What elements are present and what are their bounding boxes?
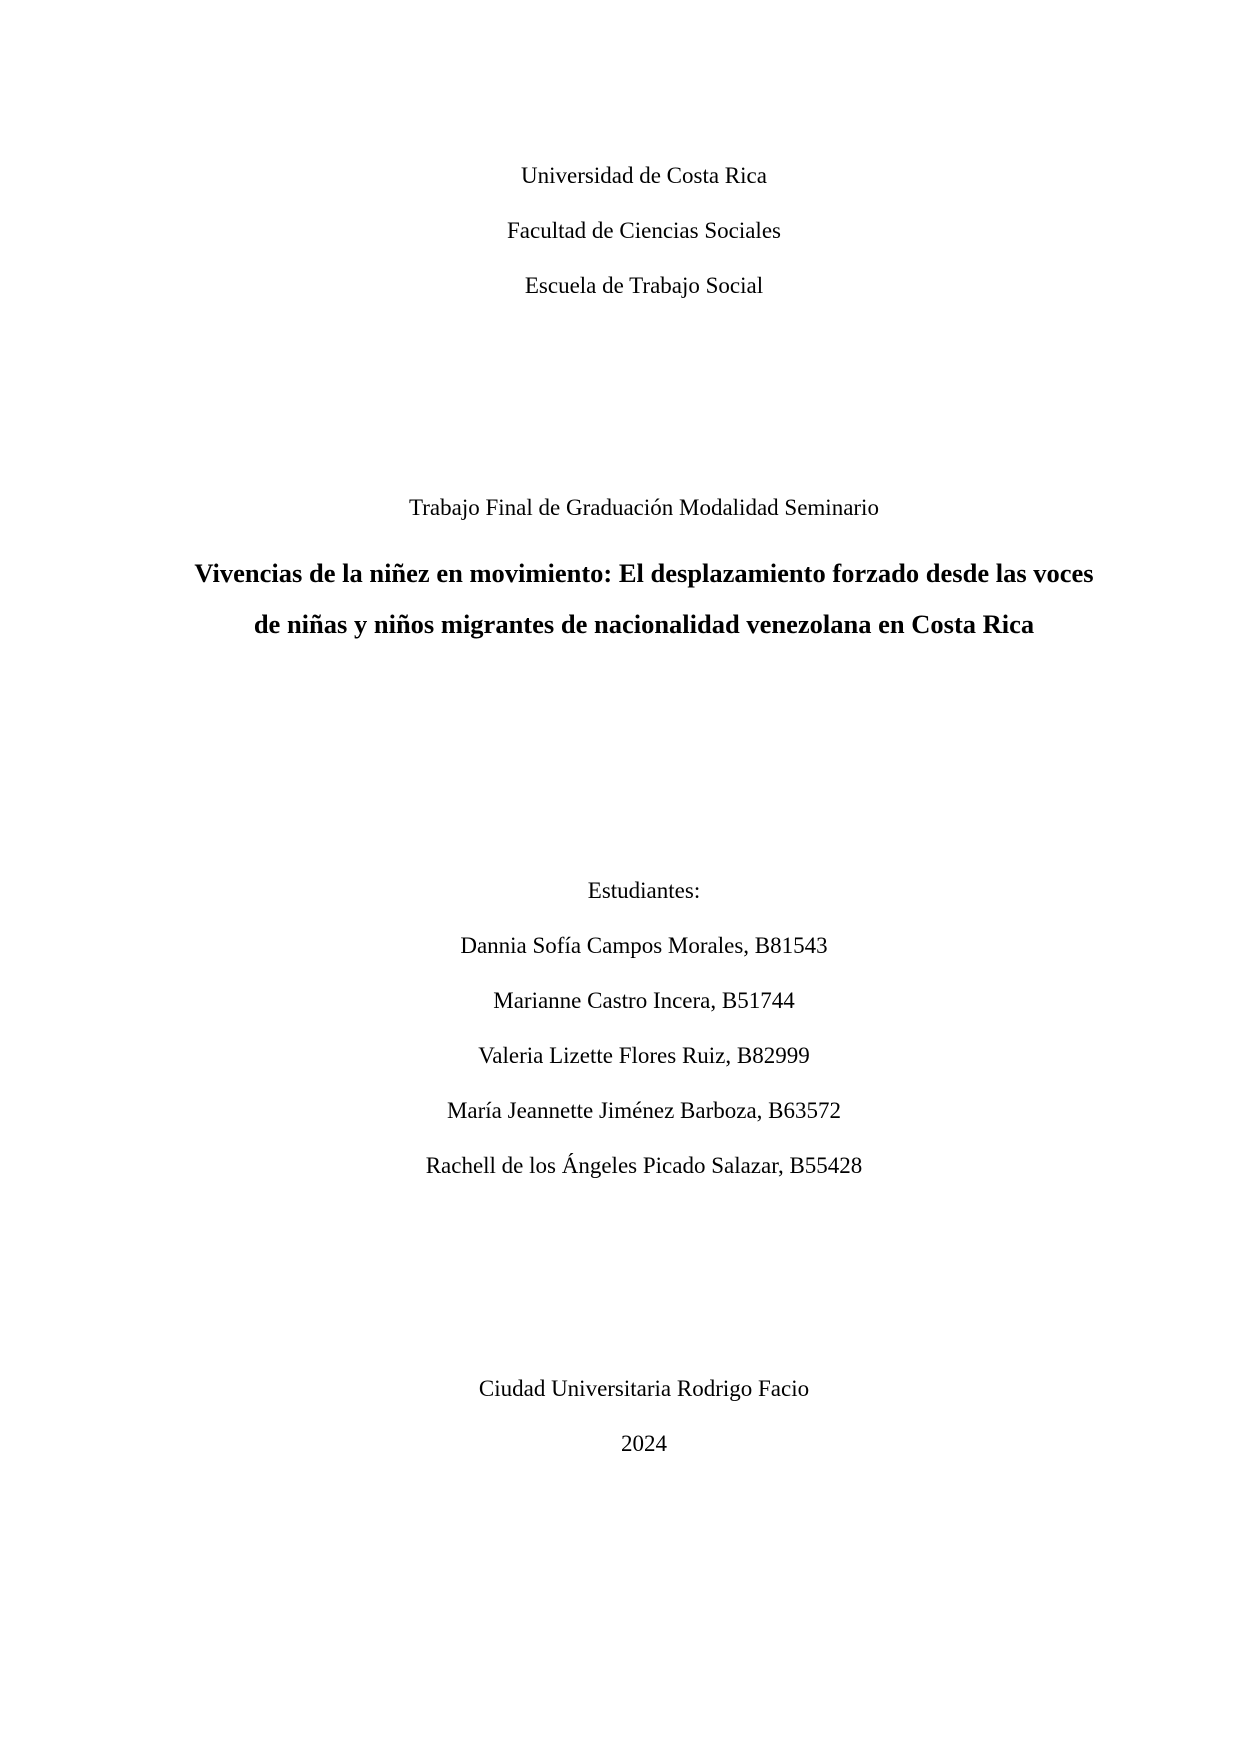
student-name: Dannia Sofía Campos Morales, B81543 (460, 933, 828, 958)
university-name: Universidad de Costa Rica (521, 163, 767, 188)
faculty-name: Facultad de Ciencias Sociales (506, 218, 781, 243)
place-name: Ciudad Universitaria Rodrigo Facio (478, 1376, 810, 1401)
thesis-title: Vivencias de la niñez en movimiento: El desplazamiento forzado desde las voces de niñas y niños migrantes de nacionalidad venezolana en Costa Rica (194, 558, 1094, 639)
student-name: Marianne Castro Incera, B51744 (493, 988, 795, 1013)
thesis-modality: Trabajo Final de Graduación Modalidad Seminario (409, 495, 879, 520)
students-label: Estudiantes: (587, 878, 701, 903)
student-name: María Jeannette Jiménez Barboza, B63572 (446, 1098, 842, 1123)
student-name: Valeria Lizette Flores Ruiz, B82999 (478, 1043, 810, 1068)
school-name: Escuela de Trabajo Social (524, 273, 764, 298)
student-name: Rachell de los Ángeles Picado Salazar, B55428 (425, 1153, 863, 1178)
year: 2024 (621, 1431, 667, 1456)
